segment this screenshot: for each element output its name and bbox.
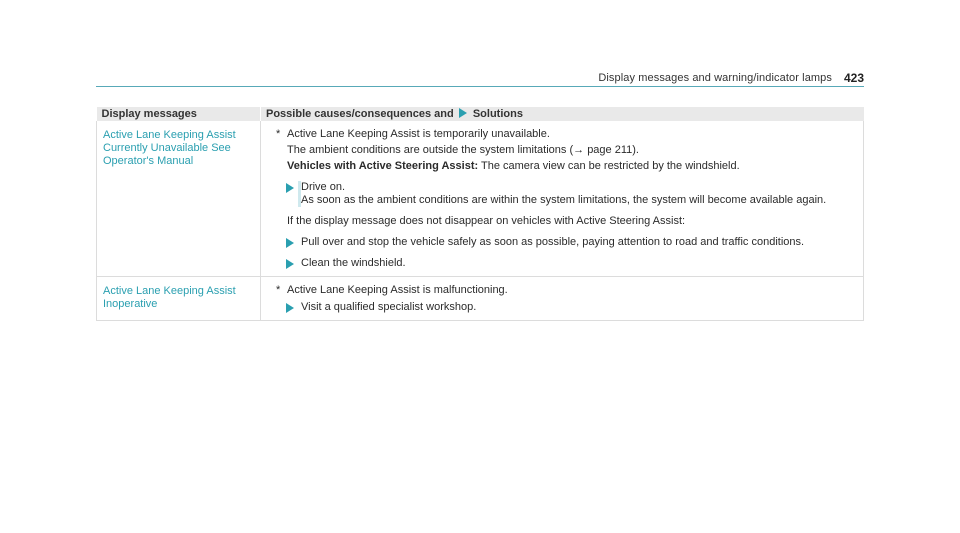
step-text: Clean the windshield.: [301, 257, 406, 269]
cause-text: Active Lane Keeping Assist is temporarily unavailable.: [287, 128, 550, 140]
column-header-solutions: [261, 107, 864, 121]
right-triangle-arrow-icon: [286, 183, 294, 193]
cause-detail: The ambient conditions are outside the system limitations (→ page 211).: [287, 144, 639, 156]
step-text: Drive on.: [301, 181, 346, 193]
table-row: [97, 277, 864, 321]
right-triangle-arrow-icon: [286, 238, 294, 248]
table-header-row: [97, 107, 864, 121]
section-title: Display messages and warning/indicator lamps: [598, 72, 832, 84]
vehicles-note-label: Vehicles with Active Steering Assist:: [287, 160, 479, 172]
step-result-text: As soon as the ambient conditions are within the system limitations, the system will become available again.: [301, 194, 827, 206]
display-message-text: Active Lane Keeping Assist Inoperative: [97, 277, 261, 321]
step-item: [273, 301, 857, 314]
solution-arrow-icon: [459, 108, 467, 118]
display-messages-table: [96, 107, 864, 321]
table-row: [97, 121, 864, 277]
step-item: [273, 181, 857, 207]
step-item: [273, 236, 857, 249]
vehicles-note: [273, 160, 857, 173]
step-text: Pull over and stop the vehicle safely as soon as possible, paying attention to road and traffic conditions.: [301, 236, 805, 248]
column-header-display-messages: Display messages: [97, 107, 261, 121]
cause-text: Active Lane Keeping Assist is malfunctioning.: [287, 284, 508, 296]
asterisk-marker: *: [276, 284, 281, 296]
solution-cell: [261, 121, 864, 277]
page-number: 423: [843, 71, 864, 85]
right-triangle-arrow-icon: [286, 303, 294, 313]
column-header-solutions-label: Solutions: [472, 107, 523, 120]
right-triangle-arrow-icon: [286, 259, 294, 269]
asterisk-marker: *: [276, 128, 281, 140]
cause-line: [273, 284, 857, 297]
column-header-causes-label: Possible causes/consequences and: [266, 107, 454, 120]
vehicles-note-text: The camera view can be restricted by the windshield.: [481, 160, 740, 172]
step-block: [298, 181, 857, 207]
solution-cell: [261, 277, 864, 321]
page-header: [96, 72, 864, 87]
step-text: Visit a qualified specialist workshop.: [301, 301, 477, 313]
display-message-text: Active Lane Keeping Assist Currently Unavailable See Operator's Manual: [97, 121, 261, 277]
step-item: [273, 257, 857, 270]
condition-text: If the display message does not disappear on vehicles with Active Steering Assist:: [287, 215, 686, 227]
cause-line: [273, 128, 857, 141]
